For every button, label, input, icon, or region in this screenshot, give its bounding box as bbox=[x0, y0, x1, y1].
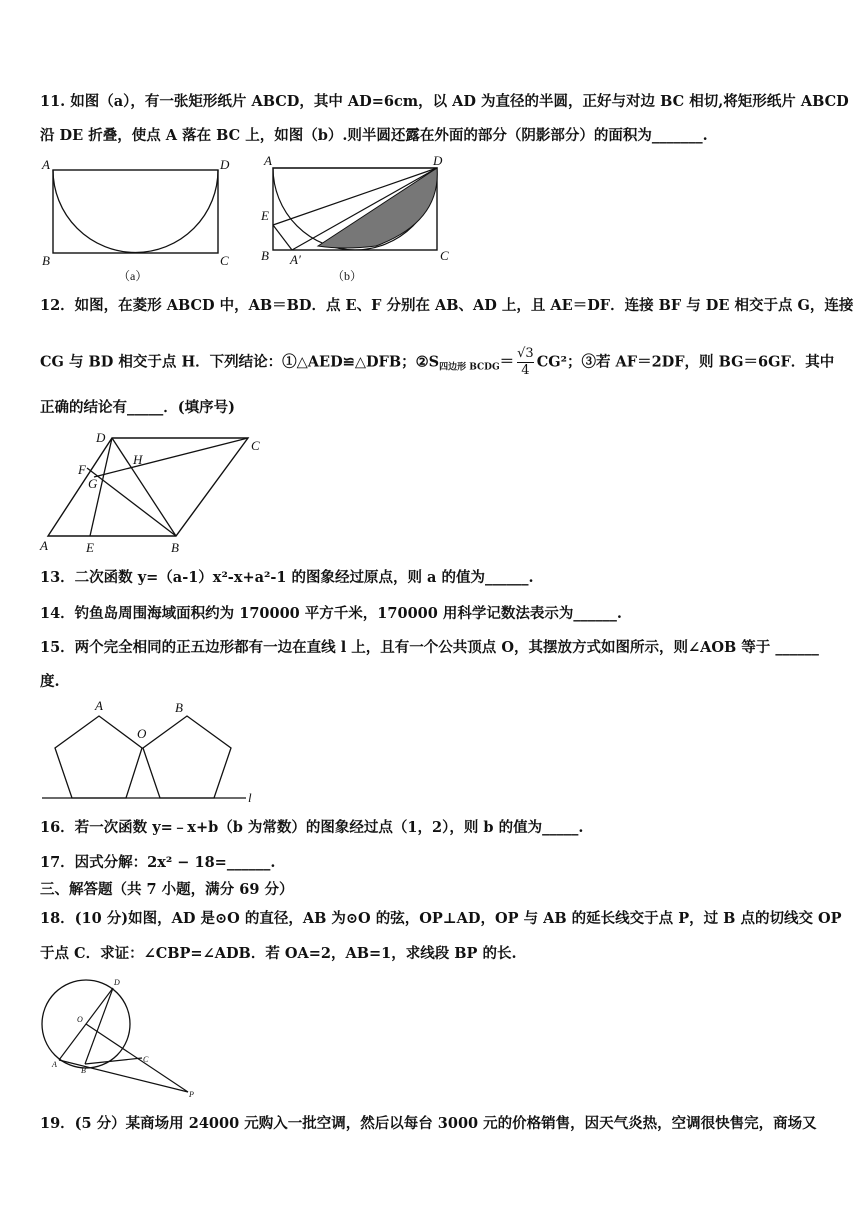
q11a-caption: （a） bbox=[118, 269, 148, 283]
q18-label-O: O bbox=[77, 1015, 83, 1024]
q12-fraction-numerator: √3 bbox=[517, 346, 534, 361]
q13-text: 13．二次函数 y=（a-1）x²-x+a²-1 的图象经过原点，则 a 的值为______. bbox=[40, 569, 534, 586]
q11a-label-D: D bbox=[220, 157, 230, 172]
q11-line-1: 11. 如图（a），有一张矩形纸片 ABCD，其中 AD=6cm，以 AD 为直径的半圆，正好与对边 BC 相切,将矩形纸片 ABCD bbox=[40, 93, 849, 110]
q18-figure bbox=[36, 972, 206, 1102]
q11b-label-E: E bbox=[261, 208, 269, 223]
q18-label-B: B bbox=[81, 1066, 86, 1075]
q15-line-2: 度. bbox=[40, 673, 60, 690]
q14-text: 14．钓鱼岛周围海域面积约为 170000 平方千米，170000 用科学记数法表示为______. bbox=[40, 605, 622, 622]
q12-figure bbox=[36, 428, 276, 558]
q12-label-B: B bbox=[171, 540, 179, 555]
q12-label-F: F bbox=[78, 462, 86, 477]
q11b-label-A-prime: A′ bbox=[290, 252, 301, 267]
q11b-shaded-region bbox=[318, 168, 437, 248]
q12-label-D: D bbox=[96, 430, 106, 445]
q12-fraction bbox=[517, 346, 534, 379]
q12-line-1: 12．如图，在菱形 ABCD 中，AB＝BD．点 E、F 分别在 AB、AD 上，且 AE＝DF．连接 BF 与 DE 相交于点 G，连接 bbox=[40, 297, 854, 314]
q18-label-A: A bbox=[52, 1060, 57, 1069]
q11a-rectangle bbox=[53, 170, 218, 253]
q16-text: 16．若一次函数 y=﹣x+b（b 为常数）的图象经过点（1，2），则 b 的值为_____. bbox=[40, 819, 584, 836]
q12-subscript: 四边形 BCDG bbox=[439, 362, 500, 373]
q12-label-G: G bbox=[88, 476, 98, 491]
section-3-heading: 三、解答题（共 7 小题，满分 69 分） bbox=[40, 881, 294, 898]
q12-line-BD bbox=[112, 438, 176, 536]
q15-pentagon-left bbox=[55, 716, 142, 798]
q12-equals: ＝ bbox=[499, 353, 515, 371]
q18-line-AP bbox=[59, 1060, 188, 1092]
q12-line-CG bbox=[94, 438, 248, 477]
q18-line-1: 18．(10 分)如图，AD 是⊙O 的直径，AB 为⊙O 的弦，OP⊥AD，OP 与 AB 的延长线交于点 P，过 B 点的切线交 OP bbox=[40, 910, 842, 927]
q12-rhombus bbox=[48, 438, 248, 536]
q11a-semicircle bbox=[53, 170, 218, 253]
q12-label-H: H bbox=[133, 452, 143, 467]
q12-line-3: 正确的结论有_____．(填序号) bbox=[40, 399, 235, 416]
q18-label-D: D bbox=[114, 978, 120, 987]
q12-line-2-start: CG 与 BD 相交于点 H．下列结论：①△AED≌△DFB；②S bbox=[40, 353, 440, 371]
q12-line-2-end: CG²；③若 AF＝2DF，则 BG＝6GF．其中 bbox=[536, 353, 835, 371]
q17-text: 17．因式分解：2x² − 18=______. bbox=[40, 854, 276, 871]
q15-line-1: 15．两个完全相同的正五边形都有一边在直线 l 上，且有一个公共顶点 O，其摆放方式如图所示，则∠AOB 等于 ______ bbox=[40, 639, 819, 656]
q18-label-P: P bbox=[189, 1090, 194, 1099]
q15-figure bbox=[36, 696, 276, 812]
q11a-label-A: A bbox=[42, 157, 50, 172]
q11b-label-C: C bbox=[440, 248, 449, 263]
q11a-label-B: B bbox=[42, 253, 50, 268]
q11b-label-D: D bbox=[433, 153, 443, 168]
q15-pentagon-right bbox=[143, 716, 231, 798]
q19-text: 19．(5 分）某商场用 24000 元购入一批空调，然后以每台 3000 元的价格销售，因天气炎热，空调很快售完，商场又 bbox=[40, 1115, 817, 1132]
q15-label-B: B bbox=[175, 700, 183, 715]
q12-line-2 bbox=[40, 346, 835, 379]
q12-fraction-denominator: 4 bbox=[521, 363, 530, 378]
q12-label-C: C bbox=[251, 438, 260, 453]
q11b-line-EA-prime bbox=[273, 225, 292, 250]
q11b-label-A: A bbox=[264, 153, 272, 168]
q12-label-A: A bbox=[40, 538, 48, 553]
q12-label-E: E bbox=[86, 540, 94, 555]
q11b-label-B: B bbox=[261, 248, 269, 263]
q15-label-l: l bbox=[248, 790, 252, 805]
q11-line-2: 沿 DE 折叠，使点 A 落在 BC 上，如图（b）.则半圆还露在外面的部分（阴影部分）的面积为_______. bbox=[40, 127, 708, 144]
q11-figures bbox=[36, 150, 456, 290]
q11a-label-C: C bbox=[220, 253, 229, 268]
q11b-caption: （b） bbox=[332, 269, 363, 283]
q15-label-O: O bbox=[137, 726, 147, 741]
q18-line-2: 于点 C．求证：∠CBP=∠ADB．若 OA=2，AB=1，求线段 BP 的长. bbox=[40, 945, 517, 962]
q12-line-BF bbox=[87, 468, 176, 536]
q15-label-A: A bbox=[95, 698, 103, 713]
q18-label-C: C bbox=[143, 1055, 149, 1064]
